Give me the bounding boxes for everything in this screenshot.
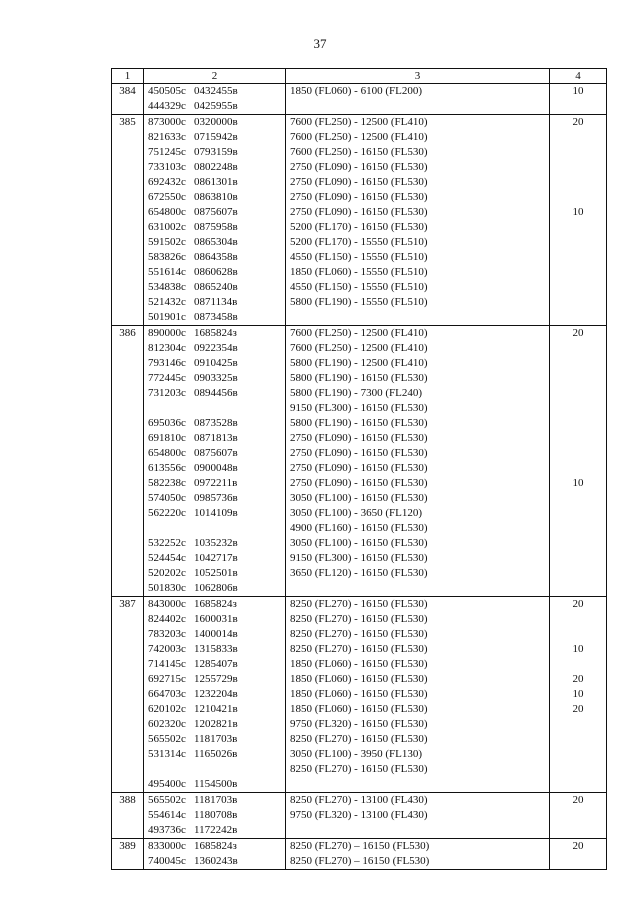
coordinate-line [144, 732, 285, 747]
coordinate-line [144, 115, 285, 130]
value-text [550, 145, 606, 160]
altitude-range: 4550 (FL150) - 15550 (FL510) [290, 281, 428, 293]
altitude-range: 9150 (FL300) - 16150 (FL530) [290, 552, 428, 564]
value-text [550, 446, 606, 461]
coordinate-line [144, 386, 285, 401]
longitude-code: 1062806в [194, 582, 238, 594]
latitude-code: 793146с [148, 357, 186, 369]
longitude-code: 0861301в [194, 176, 238, 188]
altitude-range: 7600 (FL250) - 16150 (FL530) [290, 146, 428, 158]
table-row [112, 326, 607, 597]
longitude-code: 0922354в [194, 342, 238, 354]
latitude-code: 691810с [148, 432, 186, 444]
altitude-range: 8250 (FL270) - 16150 (FL530) [290, 643, 428, 655]
latitude-code: 772445с [148, 372, 186, 384]
longitude-code: 1360243в [194, 855, 238, 867]
latitude-code: 602320с [148, 718, 186, 730]
altitude-range: 2750 (FL090) - 16150 (FL530) [290, 447, 428, 459]
coordinate-line [144, 205, 285, 220]
value-text [550, 551, 606, 566]
altitude-range: 5200 (FL170) - 16150 (FL530) [290, 221, 428, 233]
group-number [112, 84, 144, 115]
latitude-code: 740045с [148, 855, 186, 867]
longitude-code: 1165026в [194, 748, 238, 760]
latitude-code: 450505с [148, 85, 186, 97]
latitude-code: 654800с [148, 206, 186, 218]
coordinate-line [144, 250, 285, 265]
latitude-code: 532252с [148, 537, 186, 549]
coordinate-line [144, 235, 285, 250]
value-cell [550, 326, 607, 597]
longitude-code: 1181703в [194, 794, 238, 806]
altitude-range [286, 99, 549, 114]
coordinate-line [144, 747, 285, 762]
value-text [550, 823, 606, 838]
longitude-code: 0875958в [194, 221, 238, 233]
latitude-code: 843000с [148, 598, 186, 610]
group-number-text: 386 [119, 327, 136, 339]
coordinates-cell [144, 793, 286, 839]
coordinates-cell [144, 597, 286, 793]
longitude-code: 0894456в [194, 387, 238, 399]
value-text: 20 [572, 673, 584, 685]
group-number-text: 387 [119, 598, 136, 610]
coordinate-line [144, 597, 285, 612]
altitude-range: 9750 (FL320) - 16150 (FL530) [290, 718, 428, 730]
coordinate-line [144, 642, 285, 657]
coordinate-line [144, 280, 285, 295]
latitude-code: 565502с [148, 794, 186, 806]
longitude-code: 1210421в [194, 703, 238, 715]
coordinate-line [144, 99, 285, 114]
header-row [112, 69, 607, 84]
coordinate-line [144, 657, 285, 672]
altitude-range: 8250 (FL270) - 16150 (FL530) [290, 613, 428, 625]
latitude-code: 654800с [148, 447, 186, 459]
longitude-code: 0910425в [194, 357, 238, 369]
coordinate-line [144, 401, 285, 416]
coordinate-line [144, 702, 285, 717]
latitude-code: 444329с [148, 100, 186, 112]
latitude-code: 574050с [148, 492, 186, 504]
latitude-code: 731203с [148, 387, 186, 399]
latitude-code: 824402с [148, 613, 186, 625]
altitude-range: 8250 (FL270) - 16150 (FL530) [290, 763, 428, 775]
longitude-code: 0875607в [194, 447, 238, 459]
coordinate-line [144, 672, 285, 687]
altitude-range: 8250 (FL270) - 13100 (FL430) [290, 794, 428, 806]
longitude-code: 1202821в [194, 718, 238, 730]
value-text: 20 [572, 794, 584, 806]
longitude-code: 1042717в [194, 552, 238, 564]
latitude-code: 664703с [148, 688, 186, 700]
value-text [550, 747, 606, 762]
coordinate-line [144, 431, 285, 446]
value-text: 10 [572, 206, 584, 218]
longitude-code: 0865240в [194, 281, 238, 293]
longitude-code: 0871134в [194, 296, 238, 308]
altitude-range: 8250 (FL270) – 16150 (FL530) [290, 840, 430, 852]
latitude-code: 692432с [148, 176, 186, 188]
coordinate-line [144, 808, 285, 823]
longitude-code: 0802248в [194, 161, 238, 173]
latitude-code: 565502с [148, 733, 186, 745]
altitude-cell [286, 793, 550, 839]
value-text [550, 491, 606, 506]
longitude-code: 0972211в [194, 477, 238, 489]
value-text [550, 416, 606, 431]
latitude-code: 821633с [148, 131, 186, 143]
longitude-code: 0871813в [194, 432, 238, 444]
value-text: 10 [572, 477, 584, 489]
longitude-code: 1014109в [194, 507, 238, 519]
coordinate-line [144, 551, 285, 566]
coordinate-line [144, 839, 285, 854]
coordinate-line [144, 265, 285, 280]
longitude-code: 1685824з [194, 327, 237, 339]
altitude-range: 2750 (FL090) - 16150 (FL530) [290, 206, 428, 218]
latitude-code: 521432с [148, 296, 186, 308]
longitude-code: 1035232в [194, 537, 238, 549]
value-text [550, 99, 606, 114]
altitude-range: 7600 (FL250) - 12500 (FL410) [290, 131, 428, 143]
latitude-code: 692715с [148, 673, 186, 685]
longitude-code: 0793159в [194, 146, 238, 158]
longitude-code: 0865304в [194, 236, 238, 248]
value-text [550, 356, 606, 371]
latitude-code: 495400с [148, 778, 186, 790]
coordinate-line [144, 416, 285, 431]
value-text: 10 [572, 85, 584, 97]
value-cell [550, 793, 607, 839]
longitude-code: 0903325в [194, 372, 238, 384]
altitude-range: 3050 (FL100) - 3950 (FL130) [290, 748, 422, 760]
latitude-code: 493736с [148, 824, 186, 836]
altitude-range [286, 823, 549, 838]
coordinates-cell [144, 115, 286, 326]
altitude-range: 7600 (FL250) - 12500 (FL410) [290, 342, 428, 354]
altitude-range: 2750 (FL090) - 16150 (FL530) [290, 462, 428, 474]
longitude-code: 0985736в [194, 492, 238, 504]
value-text [550, 280, 606, 295]
altitude-range: 3050 (FL100) - 3650 (FL120) [290, 507, 422, 519]
value-text [550, 521, 606, 536]
coordinate-line [144, 777, 285, 792]
latitude-code: 562220с [148, 507, 186, 519]
latitude-code: 591502с [148, 236, 186, 248]
value-text: 20 [572, 840, 584, 852]
latitude-code: 501830с [148, 582, 186, 594]
coordinate-line [144, 356, 285, 371]
altitude-range: 8250 (FL270) - 16150 (FL530) [290, 628, 428, 640]
altitude-cell [286, 115, 550, 326]
latitude-code: 742003с [148, 643, 186, 655]
table-body [112, 84, 607, 870]
coordinate-line [144, 175, 285, 190]
coordinate-line [144, 310, 285, 325]
value-text [550, 401, 606, 416]
altitude-range: 3650 (FL120) - 16150 (FL530) [290, 567, 428, 579]
altitude-range: 2750 (FL090) - 16150 (FL530) [290, 477, 428, 489]
value-text [550, 762, 606, 777]
latitude-code: 695036с [148, 417, 186, 429]
longitude-code: 1685824з [194, 840, 237, 852]
latitude-code: 520202с [148, 567, 186, 579]
group-number-text: 385 [119, 116, 136, 128]
longitude-code: 0873528в [194, 417, 238, 429]
value-text [550, 341, 606, 356]
value-cell [550, 115, 607, 326]
group-number [112, 597, 144, 793]
value-text [550, 777, 606, 792]
value-cell [550, 597, 607, 793]
altitude-range: 5800 (FL190) - 16150 (FL530) [290, 372, 428, 384]
value-text [550, 190, 606, 205]
header-col-1: 1 [112, 69, 144, 84]
coordinate-line [144, 521, 285, 536]
longitude-code: 0900048в [194, 462, 238, 474]
value-text [550, 808, 606, 823]
value-text [550, 250, 606, 265]
group-number [112, 326, 144, 597]
longitude-code: 1180708в [194, 809, 238, 821]
coordinate-line [144, 446, 285, 461]
header-col-4: 4 [550, 69, 607, 84]
header-col-2: 2 [144, 69, 286, 84]
coordinate-line [144, 566, 285, 581]
longitude-code: 0863810в [194, 191, 238, 203]
latitude-code: 620102с [148, 703, 186, 715]
table-row [112, 115, 607, 326]
value-cell [550, 84, 607, 115]
altitude-range: 7600 (FL250) - 12500 (FL410) [290, 116, 428, 128]
coordinate-line [144, 326, 285, 341]
altitude-range: 5800 (FL190) - 12500 (FL410) [290, 357, 428, 369]
latitude-code: 551614с [148, 266, 186, 278]
airspace-table [111, 68, 607, 870]
altitude-range: 5800 (FL190) - 15550 (FL510) [290, 296, 428, 308]
value-text [550, 431, 606, 446]
group-number [112, 115, 144, 326]
altitude-range: 7600 (FL250) - 12500 (FL410) [290, 327, 428, 339]
value-text [550, 310, 606, 325]
coordinate-line [144, 341, 285, 356]
coordinate-line [144, 612, 285, 627]
value-text [550, 566, 606, 581]
latitude-code: 613556с [148, 462, 186, 474]
coordinates-cell [144, 84, 286, 115]
longitude-code: 1600031в [194, 613, 238, 625]
coordinate-line [144, 190, 285, 205]
longitude-code: 1400014в [194, 628, 238, 640]
coordinate-line [144, 823, 285, 838]
latitude-code: 783203с [148, 628, 186, 640]
coordinates-cell [144, 839, 286, 870]
group-number-text: 389 [119, 840, 136, 852]
latitude-code: 531314с [148, 748, 186, 760]
value-text [550, 717, 606, 732]
value-text [550, 657, 606, 672]
longitude-code: 1154500в [194, 778, 238, 790]
coordinate-line [144, 371, 285, 386]
table-row [112, 839, 607, 870]
coordinates-cell [144, 326, 286, 597]
longitude-code: 0864358в [194, 251, 238, 263]
altitude-range [286, 581, 549, 596]
longitude-code: 1685824з [194, 598, 237, 610]
latitude-code: 501901с [148, 311, 186, 323]
longitude-code: 0715942в [194, 131, 238, 143]
altitude-range: 5200 (FL170) - 15550 (FL510) [290, 236, 428, 248]
latitude-code: 890000с [148, 327, 186, 339]
longitude-code: 1285407в [194, 658, 238, 670]
longitude-code: 0860628в [194, 266, 238, 278]
value-text: 10 [572, 688, 584, 700]
latitude-code: 583826с [148, 251, 186, 263]
value-text: 10 [572, 643, 584, 655]
altitude-cell [286, 597, 550, 793]
value-text [550, 386, 606, 401]
header-col-3: 3 [286, 69, 550, 84]
value-text [550, 854, 606, 869]
coordinate-line [144, 854, 285, 869]
longitude-code: 0425955в [194, 100, 238, 112]
coordinate-line [144, 461, 285, 476]
value-text [550, 506, 606, 521]
value-text: 20 [572, 598, 584, 610]
latitude-code: 554614с [148, 809, 186, 821]
coordinate-line [144, 160, 285, 175]
value-text [550, 461, 606, 476]
altitude-range: 1850 (FL060) - 16150 (FL530) [290, 673, 428, 685]
altitude-range: 1850 (FL060) - 16150 (FL530) [290, 703, 428, 715]
altitude-cell [286, 326, 550, 597]
longitude-code: 0873458в [194, 311, 238, 323]
page-number: 37 [313, 36, 327, 51]
altitude-range: 1850 (FL060) - 15550 (FL510) [290, 266, 428, 278]
table-row [112, 793, 607, 839]
altitude-range: 4550 (FL150) - 15550 (FL510) [290, 251, 428, 263]
coordinate-line [144, 687, 285, 702]
value-text [550, 295, 606, 310]
longitude-code: 1052501в [194, 567, 238, 579]
longitude-code: 1172242в [194, 824, 238, 836]
altitude-cell [286, 84, 550, 115]
longitude-code: 0320000в [194, 116, 238, 128]
group-number [112, 839, 144, 870]
altitude-range: 8250 (FL270) – 16150 (FL530) [290, 855, 430, 867]
coordinate-line [144, 762, 285, 777]
altitude-range: 5800 (FL190) - 16150 (FL530) [290, 417, 428, 429]
latitude-code: 733103с [148, 161, 186, 173]
value-text: 20 [572, 116, 584, 128]
altitude-range: 2750 (FL090) - 16150 (FL530) [290, 176, 428, 188]
value-text [550, 612, 606, 627]
group-number-text: 388 [119, 794, 136, 806]
altitude-range: 5800 (FL190) - 7300 (FL240) [290, 387, 422, 399]
longitude-code: 1232204в [194, 688, 238, 700]
altitude-range: 2750 (FL090) - 16150 (FL530) [290, 191, 428, 203]
altitude-range: 2750 (FL090) - 16150 (FL530) [290, 161, 428, 173]
value-text [550, 627, 606, 642]
latitude-code: 833000с [148, 840, 186, 852]
coordinate-line [144, 717, 285, 732]
longitude-code: 0432455в [194, 85, 238, 97]
coordinate-line [144, 627, 285, 642]
latitude-code: 524454с [148, 552, 186, 564]
value-cell [550, 839, 607, 870]
longitude-code: 0875607в [194, 206, 238, 218]
altitude-range: 1850 (FL060) - 6100 (FL200) [290, 85, 422, 97]
table-row [112, 597, 607, 793]
latitude-code: 582238с [148, 477, 186, 489]
coordinate-line [144, 476, 285, 491]
latitude-code: 873000с [148, 116, 186, 128]
coordinate-line [144, 491, 285, 506]
coordinate-line [144, 295, 285, 310]
altitude-range: 8250 (FL270) - 16150 (FL530) [290, 733, 428, 745]
altitude-cell [286, 839, 550, 870]
altitude-range: 9750 (FL320) - 13100 (FL430) [290, 809, 428, 821]
coordinate-line [144, 506, 285, 521]
value-text: 20 [572, 327, 584, 339]
latitude-code: 751245с [148, 146, 186, 158]
coordinate-line [144, 536, 285, 551]
value-text [550, 175, 606, 190]
latitude-code: 534838с [148, 281, 186, 293]
coordinate-line [144, 145, 285, 160]
altitude-range [286, 310, 549, 325]
altitude-range: 8250 (FL270) - 16150 (FL530) [290, 598, 428, 610]
altitude-range [286, 777, 549, 792]
altitude-range: 4900 (FL160) - 16150 (FL530) [290, 522, 428, 534]
coordinate-line [144, 581, 285, 596]
longitude-code: 1181703в [194, 733, 238, 745]
value-text [550, 130, 606, 145]
value-text [550, 235, 606, 250]
group-number [112, 793, 144, 839]
longitude-code: 1315833в [194, 643, 238, 655]
value-text [550, 581, 606, 596]
latitude-code: 672550с [148, 191, 186, 203]
value-text [550, 220, 606, 235]
altitude-range: 1850 (FL060) - 16150 (FL530) [290, 688, 428, 700]
coordinate-line [144, 130, 285, 145]
value-text [550, 732, 606, 747]
altitude-range: 9150 (FL300) - 16150 (FL530) [290, 402, 428, 414]
value-text [550, 160, 606, 175]
latitude-code: 714145с [148, 658, 186, 670]
table-row [112, 84, 607, 115]
altitude-range: 1850 (FL060) - 16150 (FL530) [290, 658, 428, 670]
altitude-range: 3050 (FL100) - 16150 (FL530) [290, 537, 428, 549]
altitude-range: 2750 (FL090) - 16150 (FL530) [290, 432, 428, 444]
altitude-range: 3050 (FL100) - 16150 (FL530) [290, 492, 428, 504]
value-text [550, 265, 606, 280]
latitude-code: 812304с [148, 342, 186, 354]
latitude-code: 631002с [148, 221, 186, 233]
coordinate-line [144, 793, 285, 808]
longitude-code: 1255729в [194, 673, 238, 685]
value-text [550, 536, 606, 551]
group-number-text: 384 [119, 85, 136, 97]
coordinate-line [144, 220, 285, 235]
coordinate-line [144, 84, 285, 99]
value-text [550, 371, 606, 386]
value-text: 20 [572, 703, 584, 715]
